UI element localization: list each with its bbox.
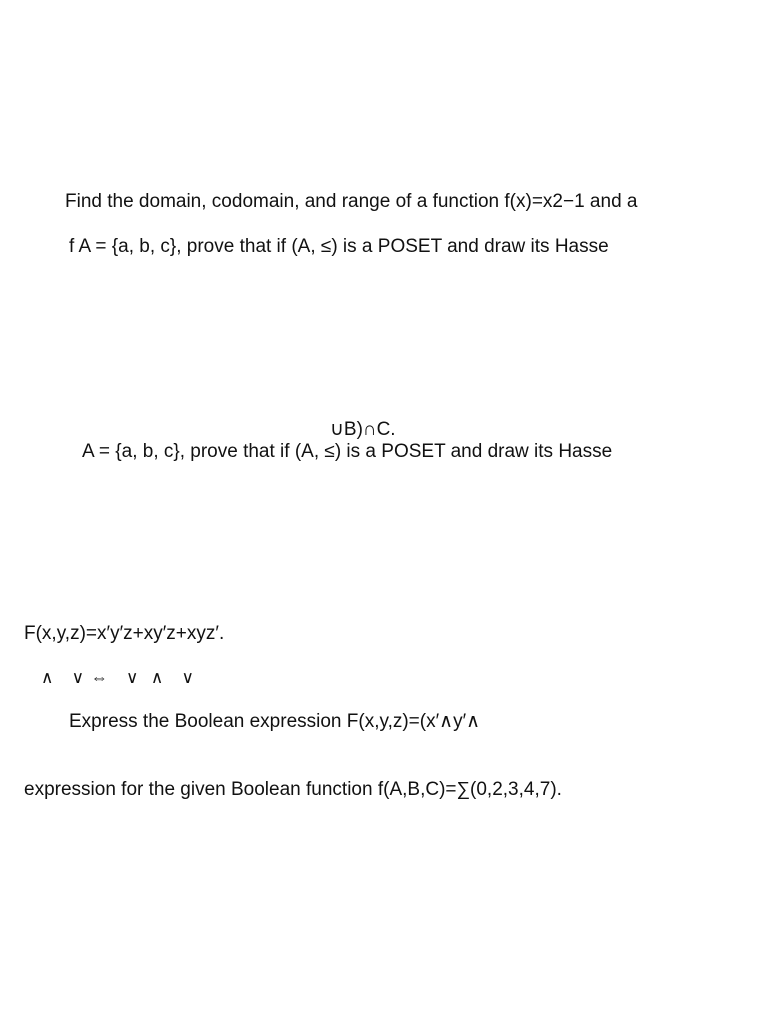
text-line-express-boolean: Express the Boolean expression F(x,y,z)=(x′∧y′∧ — [69, 711, 481, 732]
text-line-function-domain: Find the domain, codomain, and range of a function f(x)=x2−1 and a — [65, 191, 638, 212]
text-line-set-expression: ∪B)∩C. — [330, 419, 396, 440]
text-line-boolean-function: F(x,y,z)=x′y′z+xy′z+xyz′. — [24, 623, 225, 644]
text-line-minterm-expression: expression for the given Boolean function f(A,B,C)=∑(0,2,3,4,7). — [24, 779, 562, 800]
text-line-logic-symbols: ∧ ∨ ⇔ ∨ ∧ ∨ — [41, 668, 195, 687]
text-line-poset-hasse-2: A = {a, b, c}, prove that if (A, ≤) is a POSET and draw its Hasse — [82, 441, 613, 462]
text-line-poset-hasse-1: f A = {a, b, c}, prove that if (A, ≤) is a POSET and draw its Hasse — [69, 236, 609, 257]
